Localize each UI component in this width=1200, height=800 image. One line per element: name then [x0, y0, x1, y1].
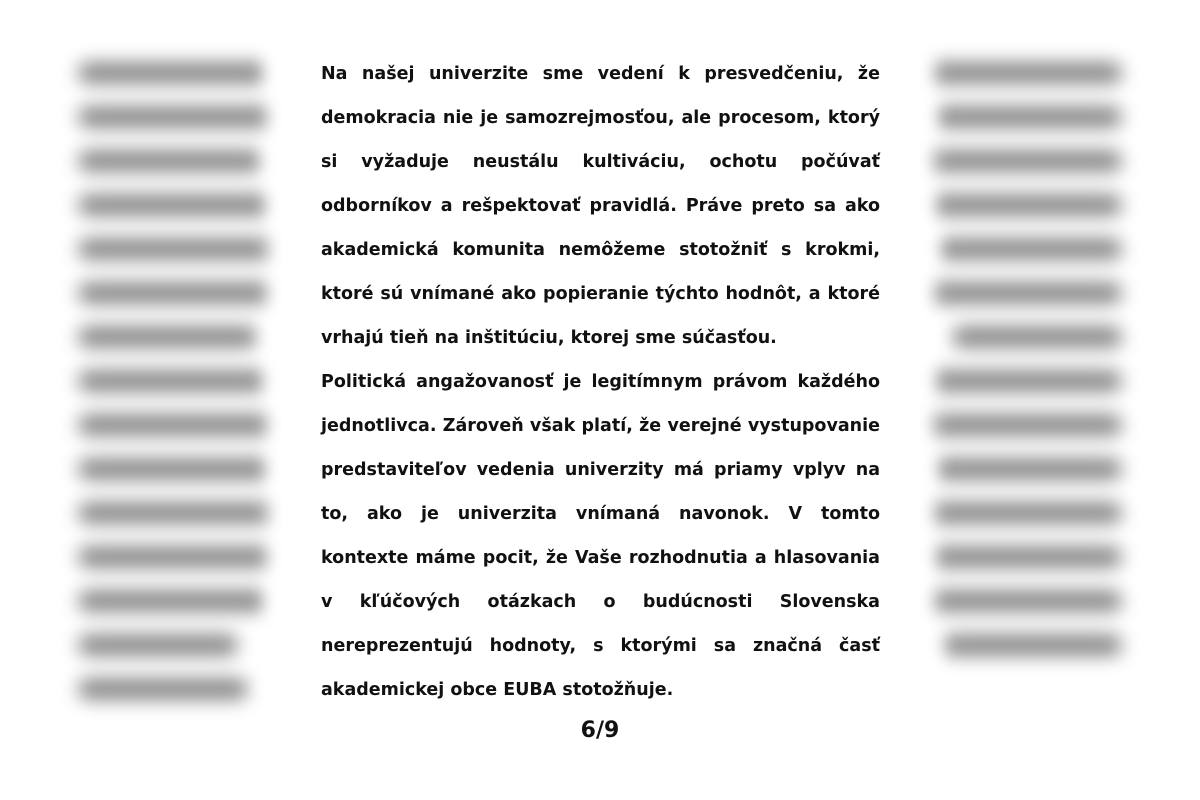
paragraph-1: Na našej univerzite sme vedení k presvedčeniu, že demokracia nie je samozrejmosťou, ale procesom, ktorý si vyžaduje neustálu kultiváciu, ochotu počúvať odborníkov a rešpektovať pravidlá. Práve preto sa ako akademická komunita nemôžeme stotožniť s krokmi, ktoré sú vnímané ako popieranie týchto hodnôt, a ktoré vrhajú tieň na inštitúciu, ktorej sme súčasťou. — [321, 64, 880, 348]
blurred-text-line — [78, 106, 278, 128]
blurred-text-line — [78, 634, 238, 656]
blurred-text-line — [937, 238, 1122, 260]
blurred-text-line — [78, 414, 278, 436]
blurred-text-line — [78, 458, 273, 480]
blurred-text-line — [78, 62, 268, 84]
blurred-text-line — [942, 634, 1122, 656]
blurred-text-line — [78, 678, 248, 700]
blurred-text-line — [78, 546, 278, 568]
blurred-text-line — [927, 546, 1122, 568]
blurred-text-line — [78, 502, 283, 524]
blurred-text-line — [927, 370, 1122, 392]
blurred-text-line — [922, 62, 1122, 84]
document-body — [321, 52, 880, 712]
blurred-text-line — [78, 194, 273, 216]
blurred-text-line — [952, 326, 1122, 348]
page-number: 6/9 — [580, 718, 620, 743]
blurred-text-line — [922, 590, 1122, 612]
blurred-text-line — [917, 414, 1122, 436]
blurred-text-line — [78, 282, 278, 304]
blurred-text-line — [927, 194, 1122, 216]
blurred-text-line — [932, 458, 1122, 480]
blurred-text-line — [78, 238, 283, 260]
paragraph-2: Politická angažovanosť je legitímnym právom každého jednotlivca. Zároveň však platí, že verejné vystupovanie predstaviteľov vedenia univerzity má priamy vplyv na to, ako je univerzita vnímaná navonok. V tomto kontexte máme pocit, že Vaše rozhodnutia a hlasovania v kľúčových otázkach o budúcnosti Slovenska nereprezentujú hodnoty, s ktorými sa značná časť akademickej obce EUBA stotožňuje. — [321, 372, 880, 700]
blurred-text-line — [917, 150, 1122, 172]
blurred-text-line — [78, 590, 268, 612]
blurred-text-line — [922, 282, 1122, 304]
blurred-text-line — [922, 502, 1122, 524]
blurred-text-line — [78, 150, 263, 172]
blurred-text-line — [78, 370, 268, 392]
blurred-text-line — [932, 106, 1122, 128]
blurred-text-line — [78, 326, 258, 348]
